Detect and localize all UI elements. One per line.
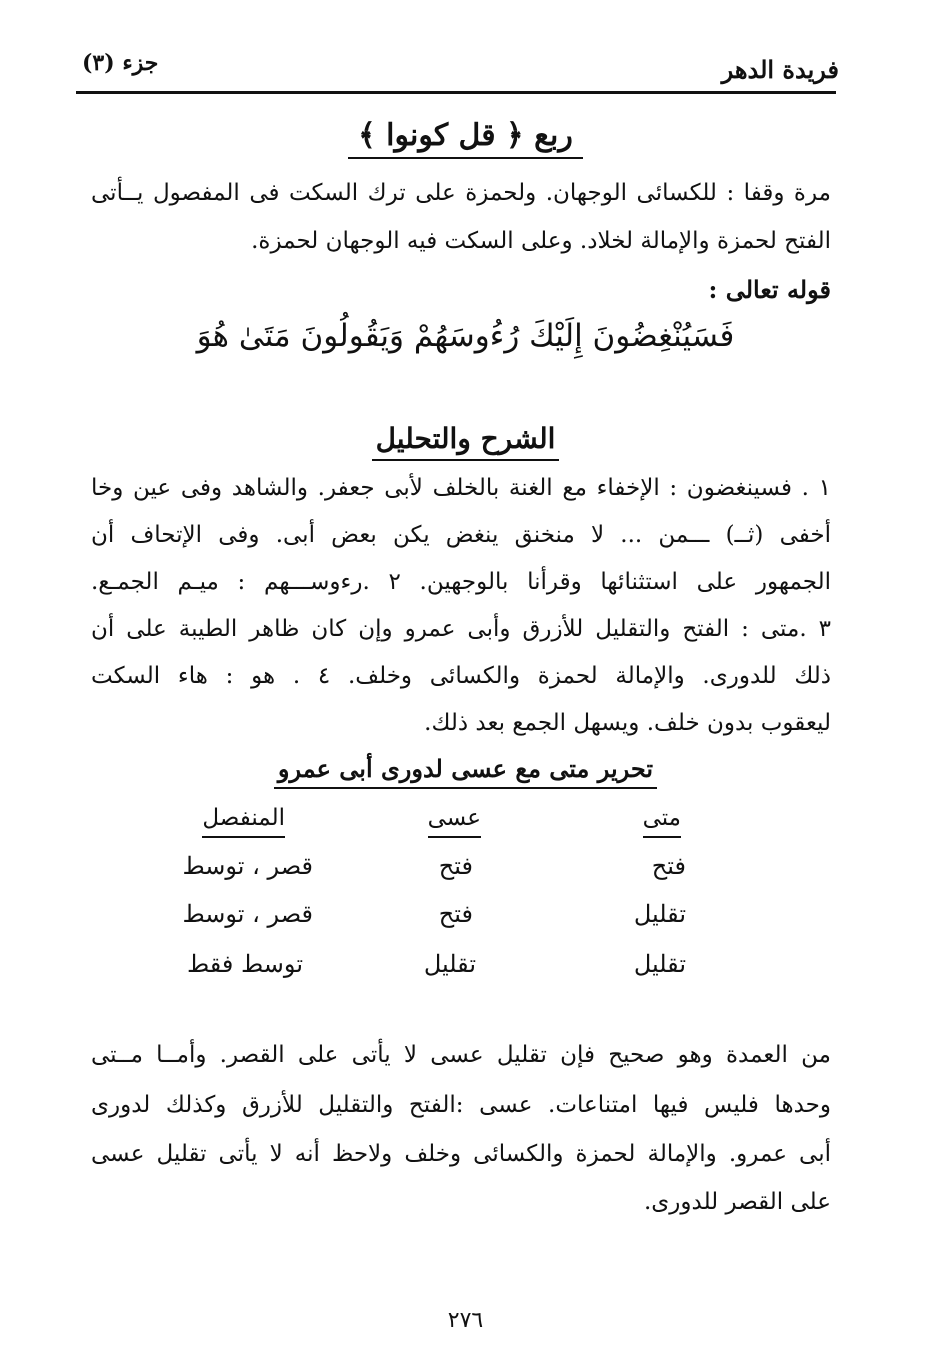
commentary-line: ليعقوب بدون خلف. ويسهل الجمع بعد ذلك. (424, 710, 831, 736)
table-title-text: تحرير متى مع عسى لدورى أبى عمرو (274, 754, 657, 789)
column-header-munfasil: المنفصل (202, 805, 285, 838)
table-cell: فتح (438, 852, 473, 880)
header-rule (76, 91, 836, 94)
section-title (0, 118, 931, 159)
section-title-text: ربع ﴿ قل كونوا ﴾ (348, 118, 583, 159)
table-cell: فتح (651, 852, 686, 880)
commentary-title-text: الشرح والتحليل (372, 422, 560, 461)
intro-line: الفتح لحمزة والإمالة لخلاد. وعلى السكت فيه الوجهان لحمزة. (251, 228, 831, 254)
commentary-title (0, 422, 931, 461)
table-cell: فتح (438, 900, 473, 928)
commentary-line: ٣ .متى : الفتح والتقليل للأزرق وأبى عمرو وإن كان ظاهر الطيبة على أن (91, 616, 831, 642)
closing-line: أبى عمرو. والإمالة لحمزة والكسائى وخلف ولاحظ أنه لا يأتى تقليل عسى (91, 1141, 831, 1167)
commentary-line: ١ . فسينغضون : الإخفاء مع الغنة بالخلف لأبى جعفر. والشاهد وفى عين وخا (91, 475, 831, 501)
table-title (0, 754, 931, 789)
column-header-asa: عسى (428, 805, 481, 838)
table-cell: قصر ، توسط (182, 900, 313, 928)
quran-verse: فَسَيُنْغِضُونَ إِلَيْكَ رُءُوسَهُمْ وَيَقُولُونَ مَتَىٰ هُوَ (196, 318, 735, 354)
running-header-book-title: فريدة الدهر (721, 55, 839, 84)
commentary-line: الجمهور على استثنائها وقرأنا بالوجهين. ٢ .رءوســـهم : ميـم الجمـع. (91, 569, 831, 595)
commentary-line: أخفى (ثــ) ـــمن ... لا منخنق ينغض يكن بعض أبى. وفى الإتحاف أن (91, 522, 831, 548)
quote-label: قوله تعالى : (708, 275, 831, 304)
table-cell: قصر ، توسط (182, 852, 313, 880)
closing-line: وحدها فليس فيها امتناعات. عسى :الفتح والتقليل للأزرق وكذلك لدورى (91, 1092, 831, 1118)
closing-line: على القصر للدورى. (643, 1189, 831, 1215)
commentary-line: ذلك للدورى. والإمالة لحمزة والكسائى وخلف. ٤ . هو : هاء السكت (91, 663, 831, 689)
table-cell: توسط فقط (187, 950, 303, 978)
table-cell: تقليل (633, 950, 686, 978)
table-cell: تقليل (633, 900, 686, 928)
page-number: ٢٧٦ (447, 1308, 484, 1333)
intro-line: مرة وقفا : للكسائى الوجهان. ولحمزة على ترك السكت فى المفصول يــأتى (91, 180, 831, 206)
running-header-part: جزء (٣) (82, 50, 159, 76)
column-header-mata: متى (643, 805, 681, 838)
table-cell: تقليل (423, 950, 476, 978)
closing-line: من العمدة وهو صحيح فإن تقليل عسى لا يأتى على القصر. وأمــا مــتى (91, 1042, 831, 1068)
